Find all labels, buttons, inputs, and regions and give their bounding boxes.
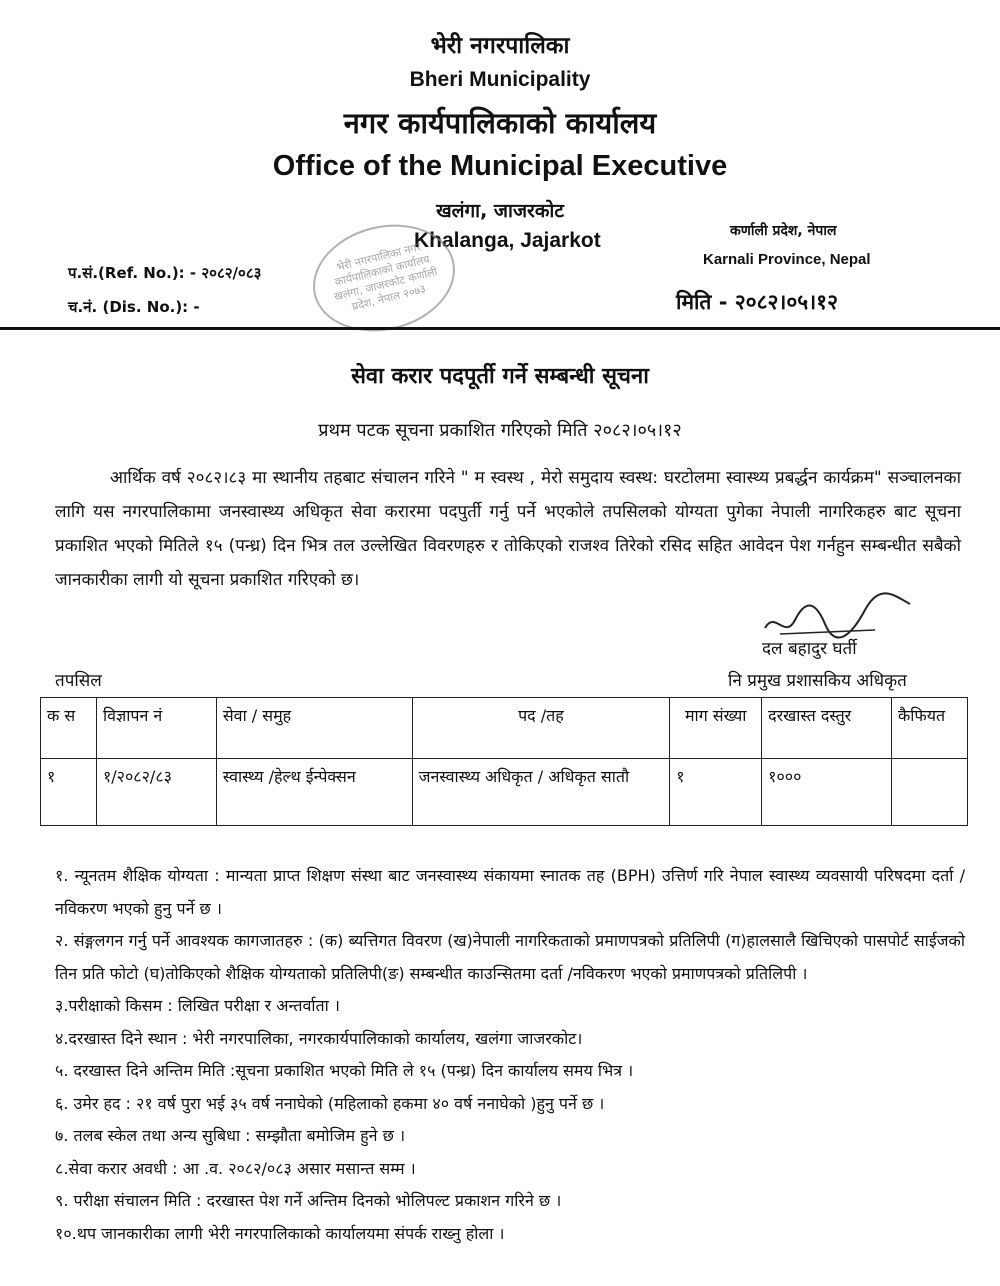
stamp-text: भेरी नगरपालिका नगर कार्यपालिकाको कार्यालय खलंगा, जाजरकोट कर्णाली प्रदेश, नेपाल २०७३ xyxy=(332,240,439,314)
list-item: ४.दरखास्त दिने स्थान : भेरी नगरपालिका, नगरकार्यपालिकाको कार्यालय, खलंगा जाजरकोट। xyxy=(55,1028,583,1048)
table-cell: जनस्वास्थ्य अधिकृत / अधिकृत सातौ xyxy=(412,759,670,826)
org-name-english: Bheri Municipality xyxy=(409,68,591,91)
table-cell: १/२०८२/८३ xyxy=(96,759,216,826)
notice-body: आर्थिक वर्ष २०८२।८३ मा स्थानीय तहबाट संचालन गरिने " म स्वस्थ , मेरो समुदाय स्वस्थ: घरटोलमा स्वास्थ्य प्रबर्द्धन कार्यक्रम" सञ्चालनका लागि यस नगरपालिकामा जनस्वास्थ्य अधिकृत सेवा करारमा पदपुर्ती गर्नु पर्ने भएकोले तपसिलको योग्यता पुगेका नेपाली नागरिकहरु बाट सूचना प्रकाशित भएको मितिले १५ (पन्ध्र) दिन भित्र तल उल्लेखित विवरणहरु र तोकिएको राजश्व तिरेको रसिद सहित आवेदन पेश गर्नहुन सम्बन्धीत सबैको जानकारीका लागी यो सूचना प्रकाशित गरिएको छ। xyxy=(55,468,961,590)
list-item: ७. तलब स्केल तथा अन्य सुबिधा : सम्झौता बमोजिम हुने छ । xyxy=(55,1126,406,1145)
column-header: दरखास्त दस्तुर xyxy=(762,698,892,759)
notice-title: सेवा करार पदपूर्ती गर्ने सम्बन्धी सूचना xyxy=(351,364,649,389)
signer-role: नि प्रमुख प्रशासकिय अधिकृत xyxy=(728,671,907,691)
dispatch-number: च.नं. (Dis. No.): - xyxy=(68,298,200,316)
place-nepali: खलंगा, जाजरकोट xyxy=(436,200,564,222)
table-cell: १ xyxy=(41,759,97,826)
column-header: पद /तह xyxy=(412,698,670,759)
list-item: ५. दरखास्त दिने अन्तिम मिति :सूचना प्रकाशित भएको मिति ले १५ (पन्ध्र) दिन कार्यालय समय भित्र । xyxy=(55,1061,634,1080)
table-cell: १ xyxy=(670,759,762,826)
table-row xyxy=(41,759,968,826)
office-name-nepali: नगर कार्यपालिकाको कार्यालय xyxy=(343,106,657,140)
list-item: ३.परीक्षाको किसम : लिखित परीक्षा र अन्तर्वाता । xyxy=(55,996,340,1015)
column-header: सेवा / समुह xyxy=(216,698,412,759)
table-cell: स्वास्थ्य /हेल्थ ईन्पेक्सन xyxy=(216,759,412,826)
signer-name: दल बहादुर घर्ती xyxy=(762,639,857,659)
schedule-label: तपसिल xyxy=(55,671,102,691)
list-item: २. संङ्गलगन गर्नु पर्ने आवश्यक कागजातहरु : (क) ब्यत्तिगत विवरण (ख)नेपाली नागरिकताको प्रमाणपत्रको प्रतिलिपी (ग)हालसालै खिचिएको पासपोर्ट साईजको तिन प्रति फोटो (घ)तोकिएको शैक्षिक योग्यताको प्रतिलिपी(ङ) सम्बन्धीत काउन्सितमा दर्ता /नविकरण भएको प्रमाणपत्रको प्रतिलिपी । xyxy=(55,931,965,983)
issue-date: मिति - २०८२।०५।१२ xyxy=(676,290,839,314)
list-item: ९. परीक्षा संचालन मिति : दरखास्त पेश गर्ने अन्तिम दिनको भोलिपल्ट प्रकाशन गरिने छ । xyxy=(55,1191,562,1210)
province-english: Karnali Province, Nepal xyxy=(703,251,871,268)
list-item: ८.सेवा करार अवधी : आ .व. २०८२/०८३ असार मसान्त सम्म । xyxy=(55,1158,416,1178)
header-divider xyxy=(0,327,1000,330)
list-item: १०.थप जानकारीका लागी भेरी नगरपालिकाको कार्यालयमा संपर्क राख्नु होला । xyxy=(55,1223,505,1243)
province-nepali: कर्णाली प्रदेश, नेपाल xyxy=(730,223,837,239)
table-header-row xyxy=(41,698,968,759)
vacancy-table xyxy=(40,697,968,826)
org-name-nepali: भेरी नगरपालिका xyxy=(430,33,570,59)
requirements-list xyxy=(55,860,965,1250)
table-cell: १००० xyxy=(762,759,892,826)
office-name-english: Office of the Municipal Executive xyxy=(272,150,728,182)
notice-subtitle: प्रथम पटक सूचना प्रकाशित गरिएको मिति २०८२।०५।१२ xyxy=(318,420,682,441)
column-header: विज्ञापन नं xyxy=(96,698,216,759)
table-cell xyxy=(892,759,968,826)
reference-number: प.सं.(Ref. No.): - २०८२/०८३ xyxy=(68,264,262,282)
column-header: क स xyxy=(41,698,97,759)
list-item: ६. उमेर हद : २१ वर्ष पुरा भई ३५ वर्ष ननाघेको (महिलाको हकमा ४० वर्ष ननाघेको )हुनु पर्ने छ । xyxy=(55,1093,605,1113)
column-header: माग संख्या xyxy=(670,698,762,759)
place-english: Khalanga, Jajarkot xyxy=(414,229,601,252)
list-item: १. न्यूनतम शैक्षिक योग्यता : मान्यता प्राप्त शिक्षण संस्था बाट जनस्वास्थ्य संकायमा स्नातक तह (BPH) उत्तिर्ण गरि नेपाल स्वास्थ्य व्यवसायी परिषदमा दर्ता /नविकरण भएको हुनु पर्ने छ । xyxy=(55,866,965,918)
column-header: कैफियत xyxy=(892,698,968,759)
